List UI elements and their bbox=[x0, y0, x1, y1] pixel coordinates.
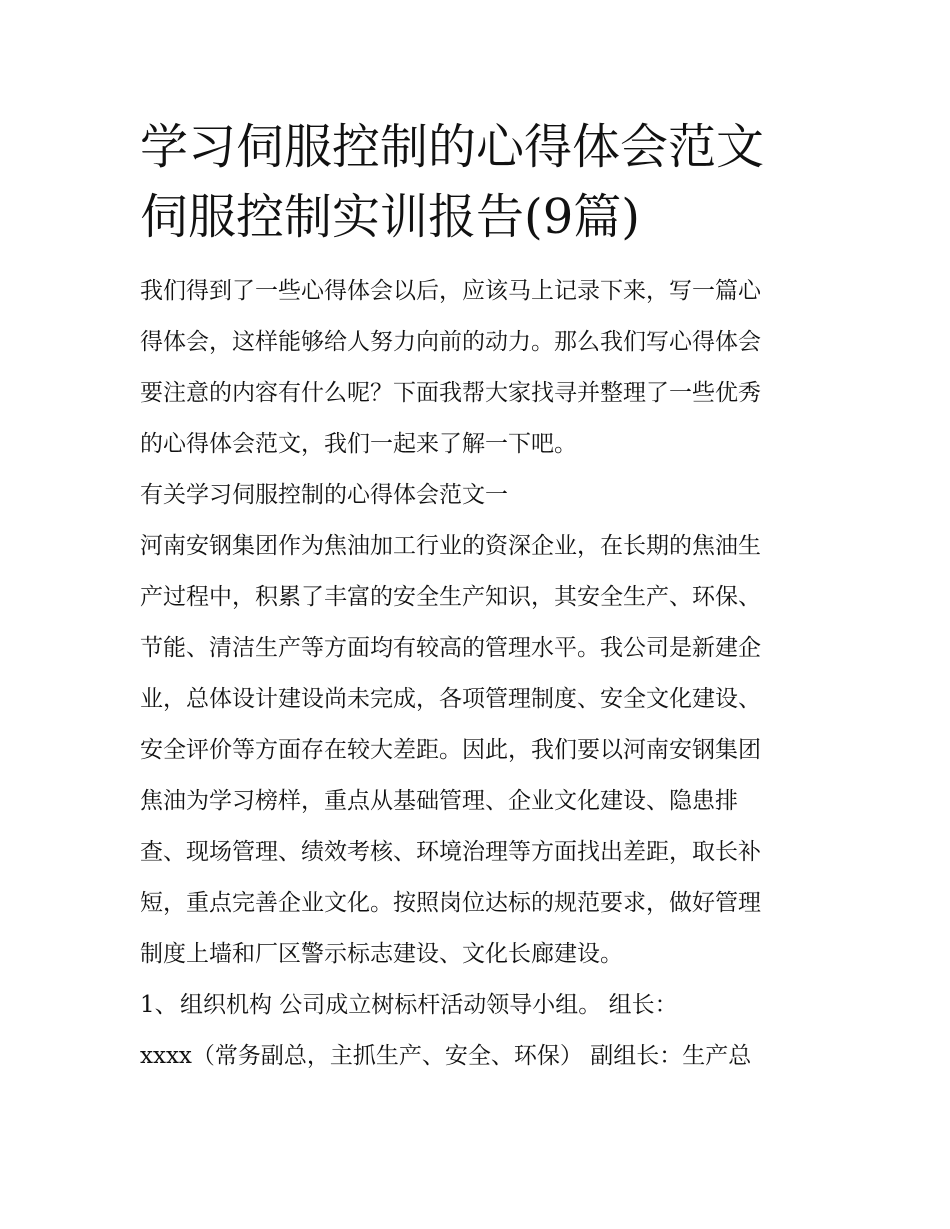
section-line: 业，总体设计建设尚未完成，各项管理制度、安全文化建设、 bbox=[140, 686, 761, 712]
document-title bbox=[140, 112, 816, 252]
list-item-text: 组织机构 公司成立树标杆活动领导小组。 组长： bbox=[180, 992, 678, 1018]
intro-line: 得体会，这样能够给人努力向前的动力。那么我们写心得体会 bbox=[140, 329, 761, 355]
title-line-1: 学习伺服控制的心得体会范文 bbox=[140, 119, 765, 175]
section-line: 河南安钢集团作为焦油加工行业的资深企业，在长期的焦油生 bbox=[140, 533, 761, 559]
list-item-number: 1、 bbox=[140, 992, 178, 1018]
section-line: 节能、清洁生产等方面均有较高的管理水平。我公司是新建企 bbox=[140, 635, 761, 661]
section-line: 产过程中，积累了丰富的安全生产知识，其安全生产、环保、 bbox=[140, 584, 761, 610]
list-item bbox=[140, 980, 816, 1031]
section-line: 短，重点完善企业文化。按照岗位达标的规范要求，做好管理 bbox=[140, 890, 761, 916]
intro-line: 的心得体会范文，我们一起来了解一下吧。 bbox=[140, 431, 577, 457]
list-continuation-line: xxxx（常务副总，主抓生产、安全、环保） 副组长：生产总 bbox=[140, 1043, 752, 1069]
section-line: 焦油为学习榜样，重点从基础管理、企业文化建设、隐患排 bbox=[140, 788, 738, 814]
intro-line: 要注意的内容有什么呢？下面我帮大家找寻并整理了一些优秀 bbox=[140, 380, 761, 406]
title-line-2: 伺服控制实训报告(9篇) bbox=[140, 189, 640, 245]
intro-paragraph bbox=[140, 266, 816, 470]
section-paragraph bbox=[140, 521, 816, 980]
section-heading: 有关学习伺服控制的心得体会范文一 bbox=[140, 482, 508, 508]
document-page bbox=[140, 112, 816, 1082]
section-line: 安全评价等方面存在较大差距。因此，我们要以河南安钢集团 bbox=[140, 737, 761, 763]
intro-line: 我们得到了一些心得体会以后，应该马上记录下来，写一篇心 bbox=[140, 278, 761, 304]
section-line: 查、现场管理、绩效考核、环境治理等方面找出差距，取长补 bbox=[140, 839, 761, 865]
document-body bbox=[140, 266, 816, 1082]
section-line: 制度上墙和厂区警示标志建设、文化长廊建设。 bbox=[140, 941, 623, 967]
